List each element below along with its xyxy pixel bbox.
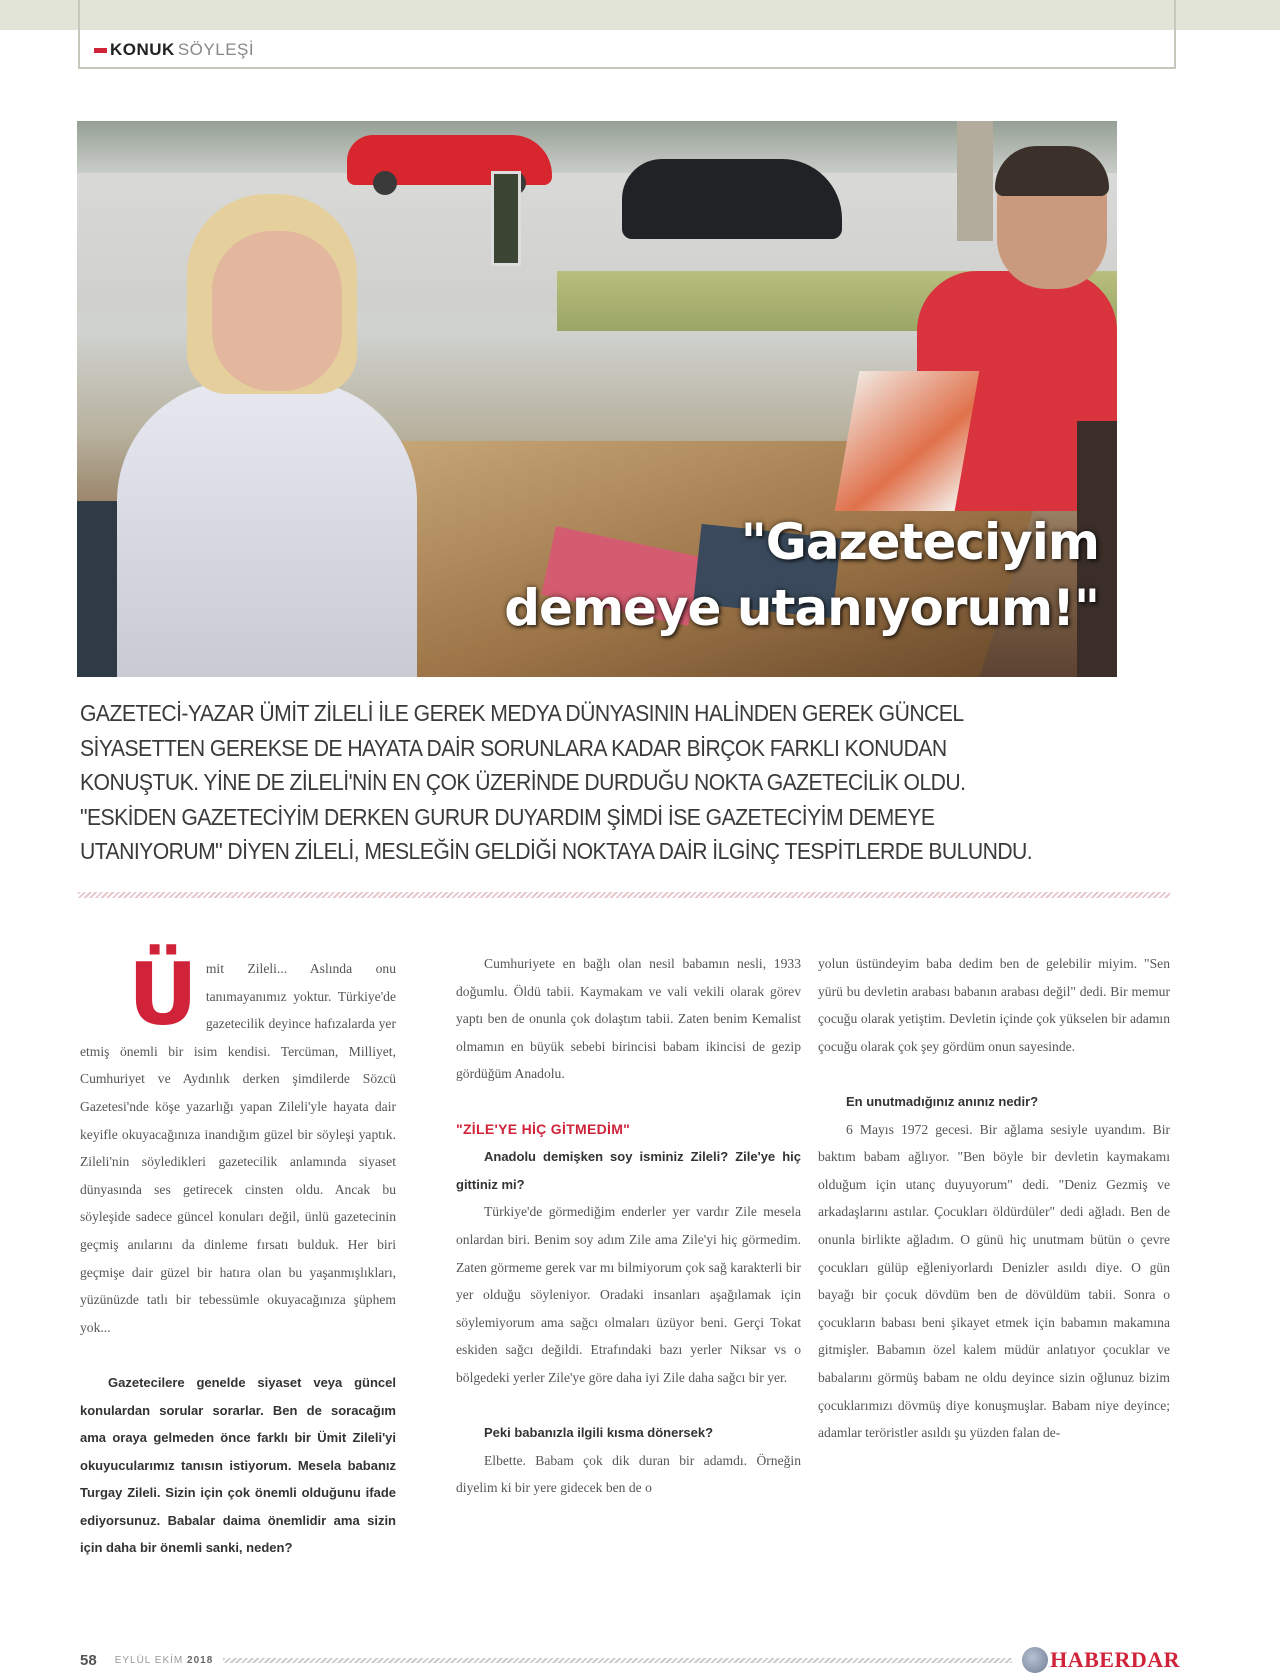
photo-woman-face: [212, 231, 342, 391]
photo-woman-shirt: [117, 381, 417, 677]
question-paragraph: En unutmadığınız anınız nedir?: [846, 1093, 1039, 1109]
photo-man-hair: [995, 146, 1109, 196]
issue-months: EYLÜL EKİM: [114, 1654, 184, 1666]
section-sub: SÖYLEŞİ: [177, 40, 255, 59]
headline-line-1: "Gazeteciyim: [740, 513, 1099, 571]
brand-name: HABERDAR: [1050, 1647, 1180, 1672]
photo-magazine: [835, 371, 980, 511]
answer-paragraph: Elbette. Babam çok dik duran bir adamdı. Örneğin diyelim ki bir yere gidecek ben de o: [456, 1452, 801, 1496]
photo-tree: [957, 121, 993, 241]
subheading: "ZİLE'YE HİÇ GİTMEDİM": [456, 1120, 631, 1137]
section-kind: KONUK: [110, 40, 175, 59]
intro-paragraph: mit Zileli... Aslında onu tanımayanımız yoktur. Türkiye'de gazetecilik deyince hafızalarda yer etmiş önemli bir isim kendisi. Tercüman, Milliyet, Cumhuriyet ve Aydınlık derken şimdilerde Sözcü Gazetesi'nde köşe yazarlığı yapan Zileli'yle hayata dair keyifle okuyacağınıza inandığım güzel bir söyleşi yaptık. Zileli'nin söyledikleri gazetecilik anlamında siyaset dünyasında ses getirecek cinsten oldu. Ancak bu söyleşide sadece güncel konuları değil, ünlü gazetecinin geçmiş anılarını da dinleme fırsatı bulduk. Her biri geçmişe dair güzel bir hatıra olan bu yaşanmışlıkları, yüzünüzde tatlı bir tebessümle okuyacağınıza şüphem yok...: [80, 961, 396, 1335]
question-paragraph: Anadolu demişken soy isminiz Zileli? Zile'ye hiç gittiniz mi?: [456, 1149, 801, 1192]
section-label: [94, 40, 254, 60]
issue-date: [115, 1655, 214, 1666]
brand-logo: [1022, 1647, 1180, 1673]
drop-cap: Ü: [128, 945, 198, 1045]
footer-rule: [223, 1658, 1012, 1663]
page-number: 58: [80, 1651, 97, 1669]
column-2: [456, 950, 801, 1502]
globe-icon: [1022, 1647, 1048, 1673]
photo-black-car: [622, 159, 842, 239]
photo-red-car: [347, 135, 552, 185]
question-paragraph: Peki babanızla ilgili kısma dönersek?: [484, 1425, 714, 1441]
column-1: [80, 945, 396, 1562]
page-footer: [80, 1648, 1180, 1672]
lead-paragraph: GAZETECİ-YAZAR ÜMİT ZİLELİ İLE GEREK MEDYA DÜNYASININ HALİNDEN GEREK GÜNCEL SİYASETTEN GEREKSE DE HAYATA DAİR SORUNLARA KADAR BİRÇOK FARKLI KONUDAN KONUŞTUK. YİNE DE ZİLELİ'NİN EN ÇOK ÜZERİNDE DURDUĞU NOKTA GAZETECİLİK OLDU. "ESKİDEN GAZETECİYİM DERKEN GURUR DUYARDIM ŞİMDİ İSE GAZETECİYİM DEMEYE UTANIYORUM" DİYEN ZİLELİ, MESLEĞİN GELDİĞİ NOKTAYA DAİR İLGİNÇ TESPİTLERDE BULUNDU.: [80, 700, 1033, 864]
answer-paragraph: Cumhuriyete en bağlı olan nesil babamın nesli, 1933 doğumlu. Öldü tabii. Kaymakam ve vali vekili olarak görev yaptı ben de onunla çok dolaştım tabii. Zaten benim Kemalist olmamın en büyük sebebi birincisi babam ikincisi de gezip gördüğüm Anadolu.: [456, 956, 801, 1082]
issue-year: 2018: [187, 1654, 214, 1666]
question-paragraph: Gazetecilere genelde siyaset veya güncel konulardan sorular sorarlar. Ben de soracağım ama oraya gelmeden önce farklı bir Ümit Zileli'yi okuyucularımız tanısın istiyorum. Mesela babanız Turgay Zileli. Sizin için çok önemli olduğunu ifade ediyorsunuz. Babalar daima önemlidir ama sizin için daha bir önemli sanki, neden?: [80, 1374, 396, 1556]
photo-sign: [491, 171, 521, 266]
hero-photo: [77, 121, 1117, 677]
red-dash-icon: [94, 48, 107, 53]
hatched-divider: [78, 892, 1170, 898]
answer-paragraph: 6 Mayıs 1972 gecesi. Bir ağlama sesiyle uyandım. Bir baktım babam ağlıyor. "Ben böyle bir devletin kaymakamı olduğum için utanç duyuyorum" dedi. "Deniz Gezmiş ve arkadaşlarını astılar. Çocukları öldürdüler" dedi ağladı. Ben de onunla birlikte ağladım. O günü hiç unutmam bütün o çevre çocukları gülüp eğleniyorlardı Denizler asıldı diye. O gün bayağı bir çocuk dövdüm ben de dövüldüm tabii. Sonra o çocukların babası beni şikayet etmek için babamın makamına gitmişler. Babamın özel kalem müdür anlatıyor çocuklar ve babalarını görmüş babam ne oldu deyince sizin oğlunuz bizim çocuklarımızı dövmüş diye konuşmuşlar. Babam niye deyince; adamlar teröristler asıldı şu yüzden falan de-: [818, 1121, 1170, 1441]
answer-paragraph: yolun üstündeyim baba dedim ben de gelebilir miyim. "Sen yürü bu devletin arabası babanın arabası değil" dedi. Bir memur çocuğu olarak yetiştim. Devletin içinde çok yükselen bir adamın çocuğu olarak çok şey gördüm onun sayesinde.: [818, 956, 1170, 1054]
headline: [504, 509, 1099, 641]
column-3: [818, 950, 1170, 1447]
headline-line-2: demeye utanıyorum!": [504, 579, 1099, 637]
answer-paragraph: Türkiye'de görmediğim enderler yer vardır Zile mesela onlardan biri. Benim soy adım Zile ama Zile'yi hiç görmedim. Zaten görmeme gerek var mı bilmiyorum çok sağ karakterli bir yer olduğu söyleniyor. Oradaki insanları aşağılamak için söylemiyorum ama sağcı olmaları üzüyor beni. Gerçi Tokat eskiden sağcı değildi. Etrafındaki bazı yerler Niksar vs o bölgedeki yerler Zile'ye göre daha iyi Zile daha sağcı bir yer.: [456, 1204, 801, 1385]
